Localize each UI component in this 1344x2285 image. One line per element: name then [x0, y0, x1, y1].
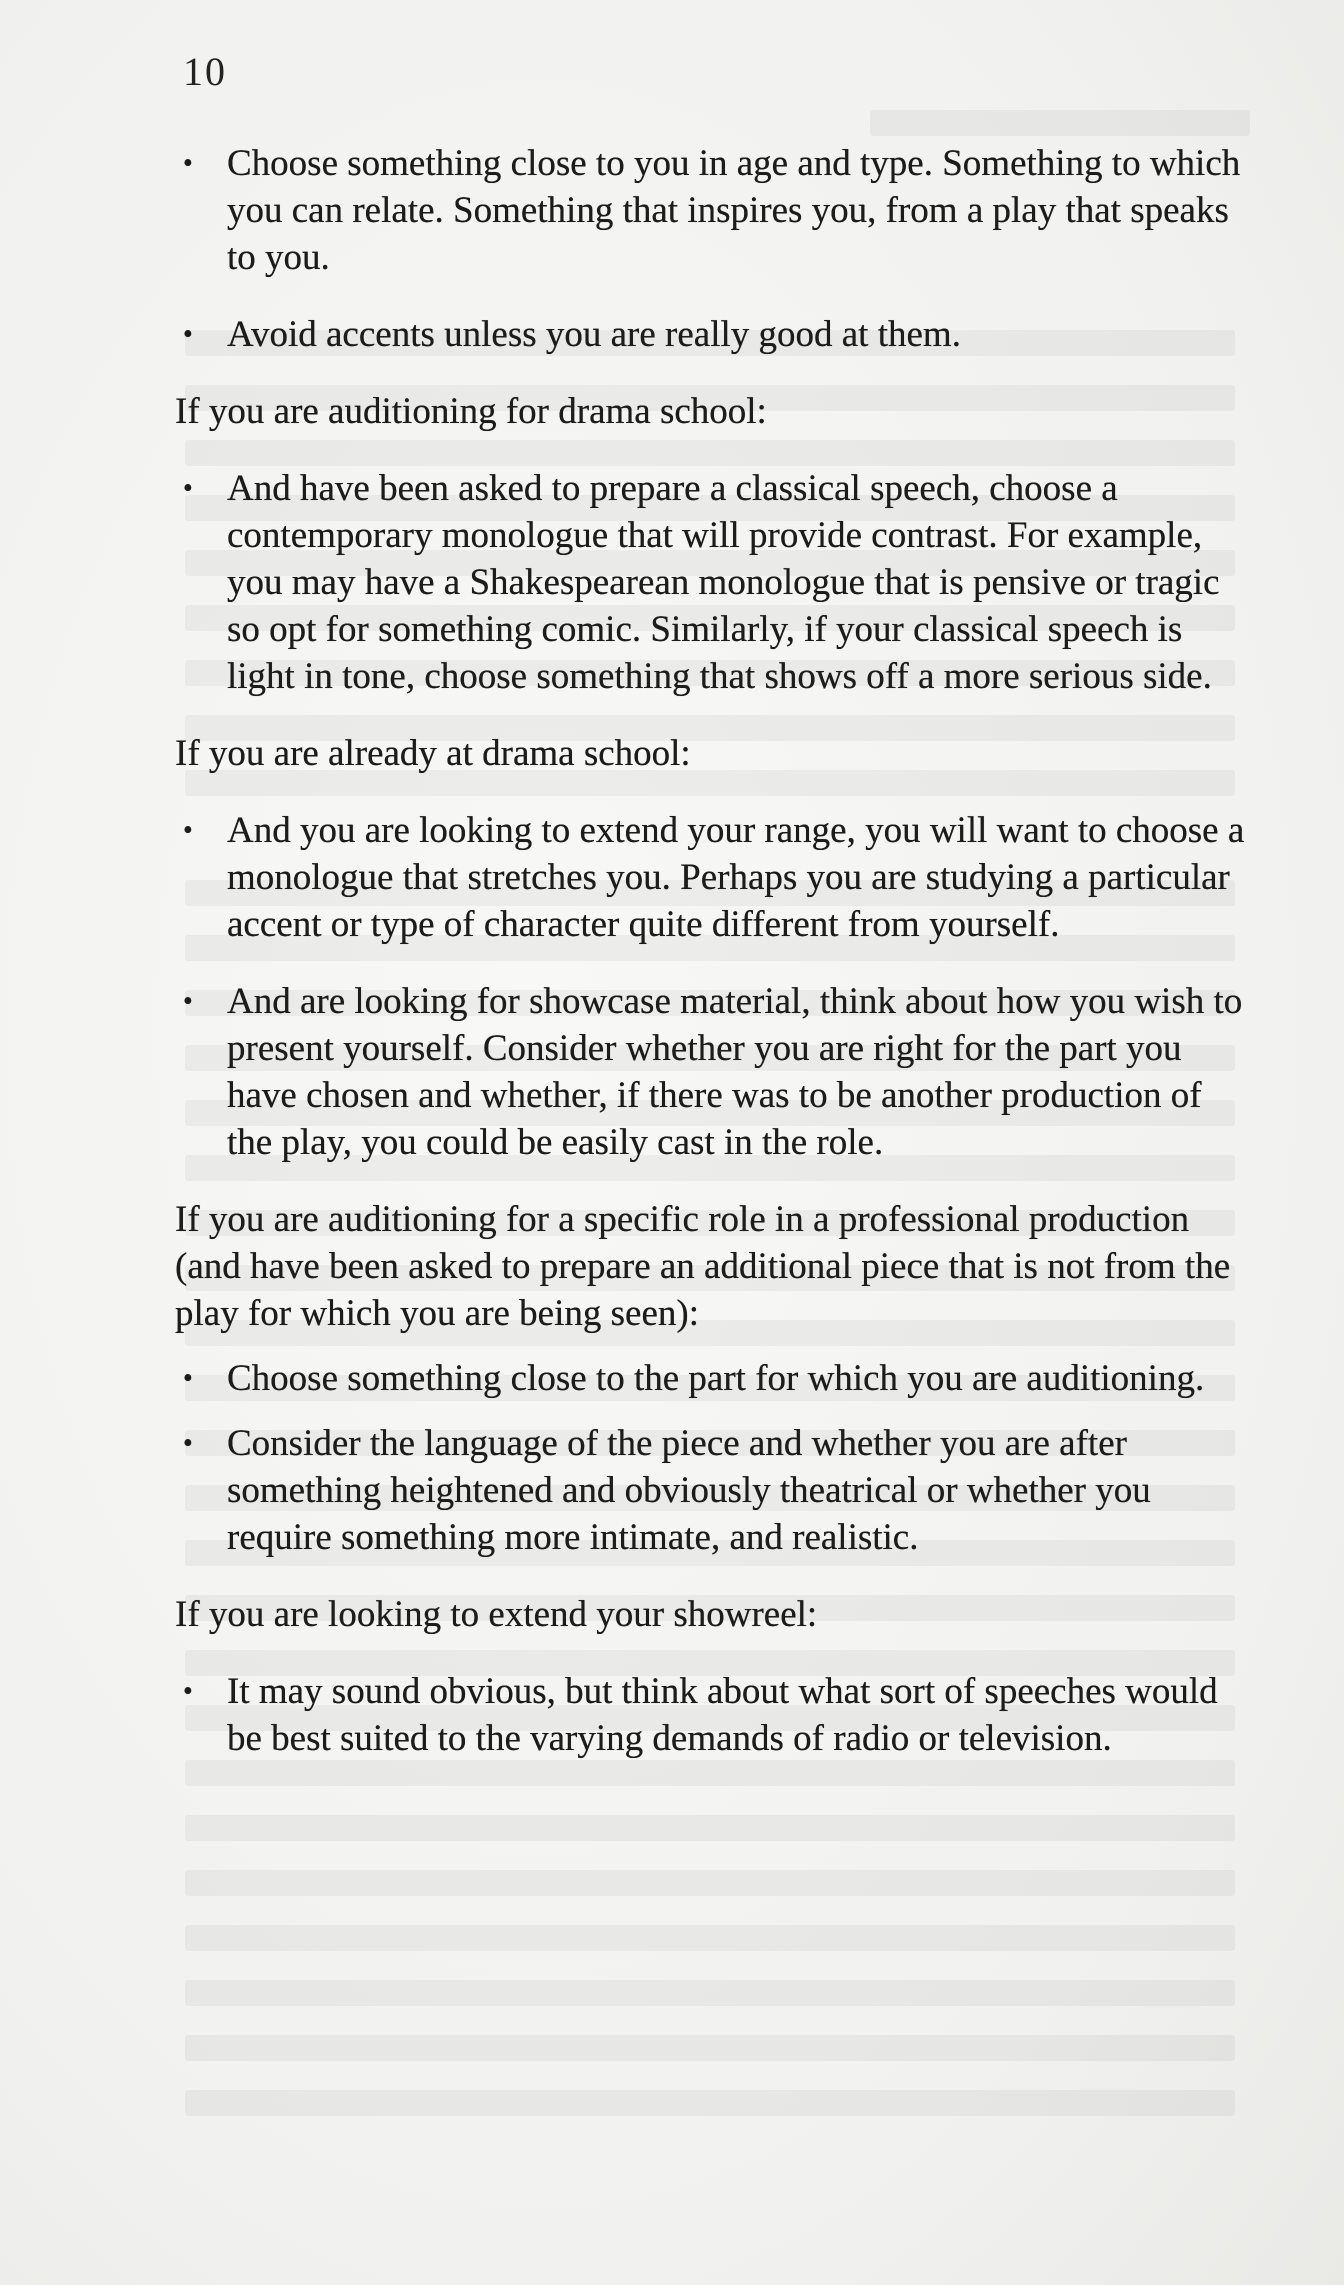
bullet-icon: • [183, 815, 193, 846]
section-intro: If you are auditioning for a specific role in a professional production (and have been asked to prepare an additional piece that is not from the play for which you are being seen): [175, 1199, 1231, 1334]
bullet-text: And have been asked to prepare a classical speech, choose a contemporary monologue that will provide contrast. For example, you may have a Shakespearean monologue that is pensive or tragic so opt for something comic. Similarly, if your classical speech is light in tone, choose something that shows off a more serious side. [227, 468, 1220, 697]
bullet-icon: • [183, 473, 193, 504]
bullet-item [175, 1668, 1245, 1762]
section-intro: If you are looking to extend your showreel: [175, 1594, 818, 1635]
bullet-icon: • [183, 1363, 193, 1394]
bullet-item [175, 1420, 1245, 1561]
bullet-icon: • [183, 1428, 193, 1459]
bullet-item [175, 140, 1245, 281]
bullet-icon: • [183, 986, 193, 1017]
bullet-icon: • [183, 1676, 193, 1707]
bullet-item [175, 978, 1245, 1166]
bullet-text: It may sound obvious, but think about what sort of speeches would be best suited to the varying demands of radio or television. [227, 1671, 1218, 1759]
bullet-text: Avoid accents unless you are really good at them. [227, 314, 961, 355]
bullet-item [175, 1355, 1245, 1402]
page-number: 10 [183, 49, 227, 94]
bullet-text: Consider the language of the piece and whether you are after something heightened and obviously theatrical or whether you require something more intimate, and realistic. [227, 1423, 1151, 1558]
bullet-item [175, 311, 1245, 358]
bullet-icon: • [183, 319, 193, 350]
bullet-item [175, 465, 1245, 700]
bullet-text: Choose something close to the part for which you are auditioning. [227, 1358, 1205, 1399]
section-intro: If you are auditioning for drama school: [175, 391, 767, 432]
section-intro: If you are already at drama school: [175, 733, 691, 774]
bullet-text: Choose something close to you in age and type. Something to which you can relate. Something that inspires you, from a play that speaks to you. [227, 143, 1241, 278]
body-text [175, 140, 1245, 1792]
bullet-item [175, 807, 1245, 948]
bullet-text: And are looking for showcase material, think about how you wish to present yourself. Consider whether you are right for the part you have chosen and whether, if there was to be another production of the play, you could be easily cast in the role. [227, 981, 1243, 1163]
bullet-text: And you are looking to extend your range, you will want to choose a monologue that stretches you. Perhaps you are studying a particular accent or type of character quite different from yourself. [227, 810, 1245, 945]
bullet-icon: • [183, 148, 193, 179]
